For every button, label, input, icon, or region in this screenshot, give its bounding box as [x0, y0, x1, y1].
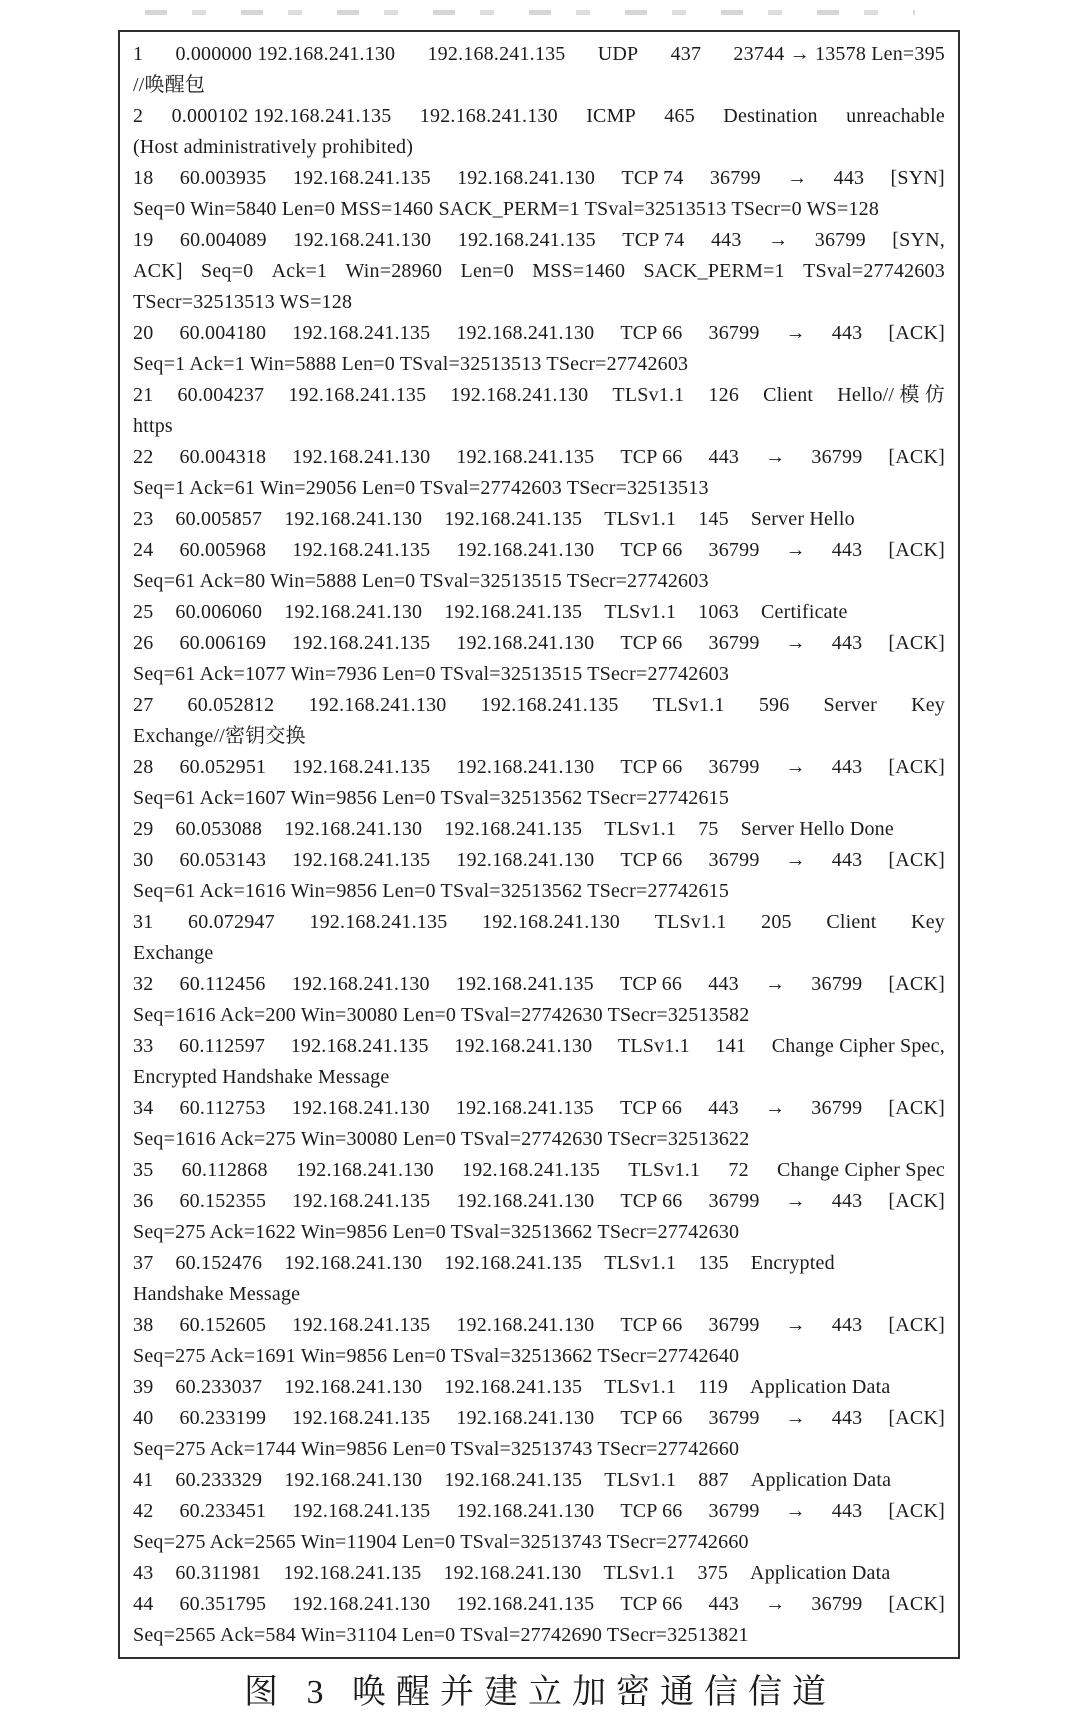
packet-line: 34 60.112753 192.168.241.130 192.168.241.135 TCP 66 443 → 36799 [ACK]: [133, 1097, 945, 1119]
packet-line: Seq=275 Ack=1744 Win=9856 Len=0 TSval=32513743 TSecr=27742660: [133, 1438, 740, 1460]
packet-line: 25 60.006060 192.168.241.130 192.168.241.135 TLSv1.1 1063 Certificate: [133, 601, 848, 623]
figure-caption: 图 3 唤醒并建立加密通信信道: [244, 1674, 836, 1711]
packet-line: 21 60.004237 192.168.241.135 192.168.241.130 TLSv1.1 126 Client Hello// 模 仿: [133, 384, 945, 406]
packet-line: 28 60.052951 192.168.241.135 192.168.241.130 TCP 66 36799 → 443 [ACK]: [133, 756, 945, 778]
packet-line: Seq=0 Win=5840 Len=0 MSS=1460 SACK_PERM=1 TSval=32513513 TSecr=0 WS=128: [133, 198, 880, 220]
packet-line: 26 60.006169 192.168.241.135 192.168.241.130 TCP 66 36799 → 443 [ACK]: [133, 632, 945, 654]
packet-line: 20 60.004180 192.168.241.135 192.168.241.130 TCP 66 36799 → 443 [ACK]: [133, 322, 945, 344]
packet-line: 1 0.000000 192.168.241.130 192.168.241.135 UDP 437 23744 → 13578 Len=395: [133, 43, 945, 65]
packet-line: 33 60.112597 192.168.241.135 192.168.241.130 TLSv1.1 141 Change Cipher Spec,: [133, 1035, 945, 1057]
packet-line: Seq=275 Ack=1691 Win=9856 Len=0 TSval=32513662 TSecr=27742640: [133, 1345, 740, 1367]
packet-line: Seq=1616 Ack=200 Win=30080 Len=0 TSval=27742630 TSecr=32513582: [133, 1004, 750, 1026]
packet-line: 43 60.311981 192.168.241.135 192.168.241.130 TLSv1.1 375 Application Data: [133, 1562, 891, 1584]
packet-line: 30 60.053143 192.168.241.135 192.168.241.130 TCP 66 36799 → 443 [ACK]: [133, 849, 945, 871]
packet-line: 38 60.152605 192.168.241.135 192.168.241.130 TCP 66 36799 → 443 [ACK]: [133, 1314, 945, 1336]
packet-line: 44 60.351795 192.168.241.130 192.168.241.135 TCP 66 443 → 36799 [ACK]: [133, 1593, 945, 1615]
packet-line: 39 60.233037 192.168.241.130 192.168.241.135 TLSv1.1 119 Application Data: [133, 1376, 891, 1398]
packet-line: Seq=1616 Ack=275 Win=30080 Len=0 TSval=27742630 TSecr=32513622: [133, 1128, 750, 1150]
packet-line: Exchange: [133, 942, 214, 964]
packet-line: 24 60.005968 192.168.241.135 192.168.241.130 TCP 66 36799 → 443 [ACK]: [133, 539, 945, 561]
clipped-text-remnant: [145, 10, 915, 15]
packet-line: Seq=275 Ack=2565 Win=11904 Len=0 TSval=32513743 TSecr=27742660: [133, 1531, 749, 1553]
packet-line: 22 60.004318 192.168.241.130 192.168.241.135 TCP 66 443 → 36799 [ACK]: [133, 446, 945, 468]
packet-line: 42 60.233451 192.168.241.135 192.168.241.130 TCP 66 36799 → 443 [ACK]: [133, 1500, 945, 1522]
packet-line: https: [133, 415, 173, 437]
packet-line: 2 0.000102 192.168.241.135 192.168.241.130 ICMP 465 Destination unreachable: [133, 105, 945, 127]
packet-line: ACK] Seq=0 Ack=1 Win=28960 Len=0 MSS=1460 SACK_PERM=1 TSval=27742603: [133, 260, 945, 282]
packet-line: 37 60.152476 192.168.241.130 192.168.241.135 TLSv1.1 135 Encrypted: [133, 1252, 835, 1274]
packet-line: 35 60.112868 192.168.241.130 192.168.241.135 TLSv1.1 72 Change Cipher Spec: [133, 1159, 945, 1181]
packet-line: 27 60.052812 192.168.241.130 192.168.241.135 TLSv1.1 596 Server Key: [133, 694, 945, 716]
packet-line: 29 60.053088 192.168.241.130 192.168.241.135 TLSv1.1 75 Server Hello Done: [133, 818, 894, 840]
packet-line: Seq=1 Ack=61 Win=29056 Len=0 TSval=27742603 TSecr=32513513: [133, 477, 709, 499]
packet-line: Seq=61 Ack=1607 Win=9856 Len=0 TSval=32513562 TSecr=27742615: [133, 787, 730, 809]
packet-capture-box: [118, 30, 960, 1659]
packet-line: Seq=61 Ack=80 Win=5888 Len=0 TSval=32513515 TSecr=27742603: [133, 570, 709, 592]
packet-line: 23 60.005857 192.168.241.130 192.168.241.135 TLSv1.1 145 Server Hello: [133, 508, 855, 530]
packet-line: 40 60.233199 192.168.241.135 192.168.241.130 TCP 66 36799 → 443 [ACK]: [133, 1407, 945, 1429]
packet-line: 31 60.072947 192.168.241.135 192.168.241.130 TLSv1.1 205 Client Key: [133, 911, 945, 933]
packet-line: 18 60.003935 192.168.241.135 192.168.241.130 TCP 74 36799 → 443 [SYN]: [133, 167, 945, 189]
packet-line: Seq=61 Ack=1616 Win=9856 Len=0 TSval=32513562 TSecr=27742615: [133, 880, 730, 902]
packet-line: 41 60.233329 192.168.241.130 192.168.241.135 TLSv1.1 887 Application Data: [133, 1469, 892, 1491]
packet-line: Seq=1 Ack=1 Win=5888 Len=0 TSval=32513513 TSecr=27742603: [133, 353, 689, 375]
packet-line: TSecr=32513513 WS=128: [133, 291, 353, 313]
packet-line: 32 60.112456 192.168.241.130 192.168.241.135 TCP 66 443 → 36799 [ACK]: [133, 973, 945, 995]
packet-line: Handshake Message: [133, 1283, 301, 1305]
packet-line: Seq=275 Ack=1622 Win=9856 Len=0 TSval=32513662 TSecr=27742630: [133, 1221, 740, 1243]
packet-line: Seq=61 Ack=1077 Win=7936 Len=0 TSval=32513515 TSecr=27742603: [133, 663, 730, 685]
packet-line: 36 60.152355 192.168.241.135 192.168.241.130 TCP 66 36799 → 443 [ACK]: [133, 1190, 945, 1212]
packet-line: (Host administratively prohibited): [133, 136, 414, 158]
packet-line: Exchange//密钥交换: [133, 725, 306, 747]
packet-line: Seq=2565 Ack=584 Win=31104 Len=0 TSval=27742690 TSecr=32513821: [133, 1624, 749, 1646]
packet-line: //唤醒包: [133, 74, 206, 96]
packet-line: Encrypted Handshake Message: [133, 1066, 390, 1088]
packet-line: 19 60.004089 192.168.241.130 192.168.241.135 TCP 74 443 → 36799 [SYN,: [133, 229, 945, 251]
